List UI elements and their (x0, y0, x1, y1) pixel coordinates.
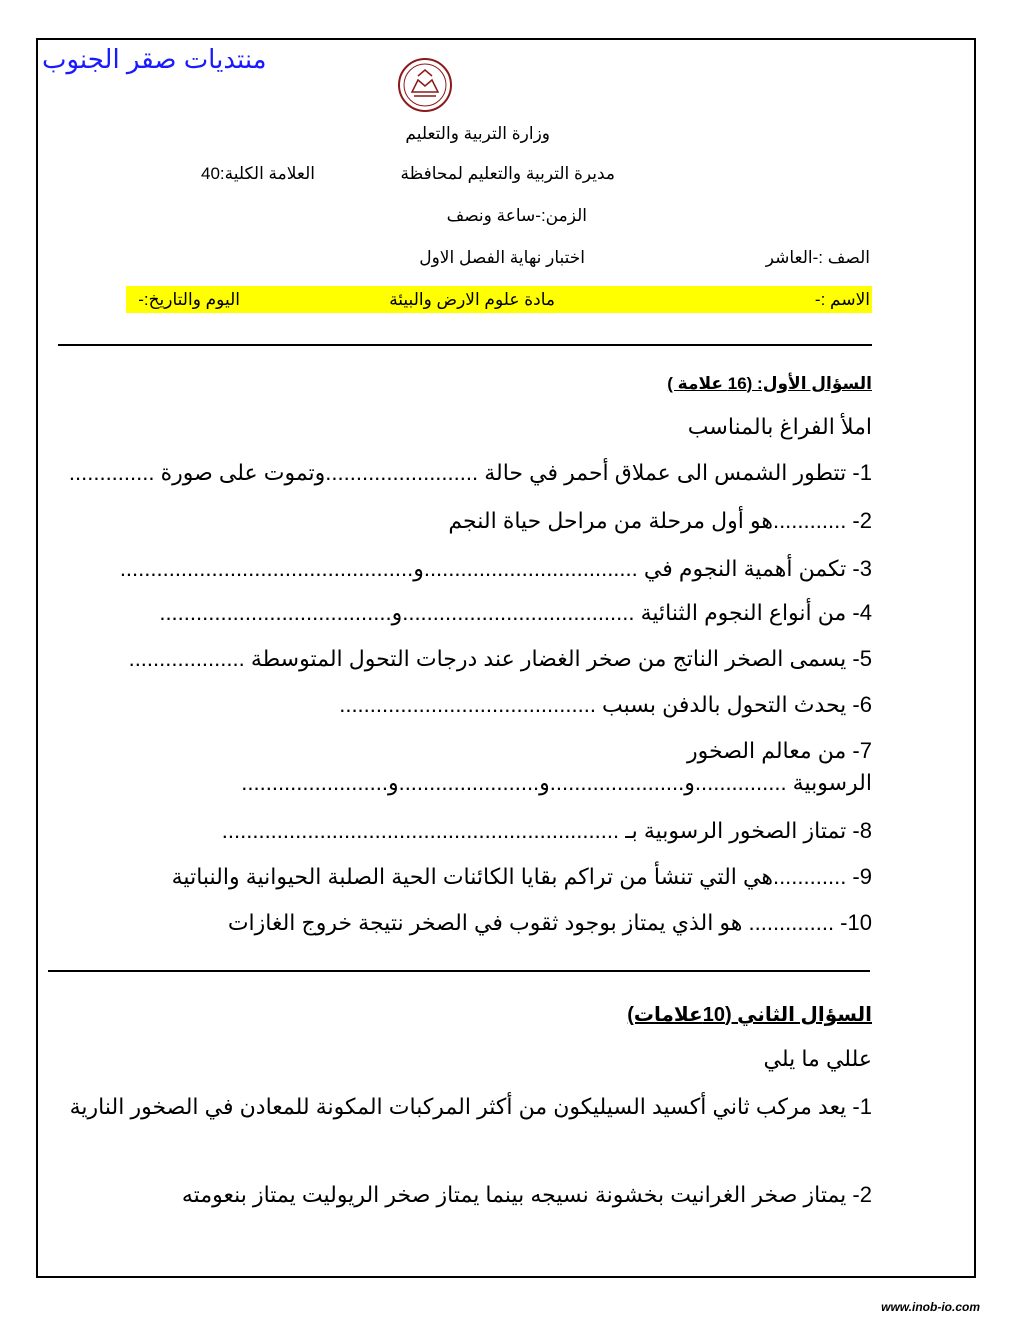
divider-top (58, 344, 872, 346)
q1-item-7-cont: الرسوبية ...............و......................و.......................و........................ (241, 770, 872, 795)
q1-item-2: 2- ............هو أول مرحلة من مراحل حياة النجم (448, 508, 872, 533)
q2-item-2: 2- يمتاز صخر الغرانيت بخشونة نسيجه بينما يمتاز صخر الريوليت يمتاز بنعومته (181, 1182, 872, 1207)
q1-item-1: 1- تتطور الشمس الى عملاق أحمر في حالة .........................وتموت على صورة .............. (68, 460, 872, 485)
q1-item-9: 9- ............هي التي تنشأ من تراكم بقايا الكائنات الحية الصلبة الحيوانية والنباتية (171, 864, 872, 889)
q2-title: السؤال الثاني (10علامات) (627, 1004, 872, 1026)
q1-item-5: 5- يسمى الصخر الناتج من صخر الغضار عند درجات التحول المتوسطة ................... (128, 646, 872, 671)
name-label: الاسم :- (814, 290, 870, 309)
q1-item-4: 4- من أنواع النجوم الثنائية ......................................و...................................... (159, 600, 872, 625)
grade-label: الصف :-العاشر (765, 248, 870, 267)
footer-url: www.inob-io.com (881, 1300, 980, 1314)
date-label: اليوم والتاريخ:- (138, 290, 240, 309)
q1-item-8: 8- تمتاز الصخور الرسوبية بـ ................................................................. (221, 818, 872, 843)
q1-instruction: املأ الفراغ بالمناسب (687, 414, 872, 439)
directorate-line: مديرة التربية والتعليم لمحافظة (400, 164, 615, 183)
watermark: منتديات صقر الجنوب (42, 44, 267, 74)
q2-item-1: 1- يعد مركب ثاني أكسيد السيليكون من أكثر المركبات المكونة للمعادن في الصخور النارية (69, 1094, 872, 1119)
q1-item-10: 10- .............. هو الذي يمتاز بوجود ثقوب في الصخر نتيجة خروج الغازات (227, 910, 872, 935)
exam-title: اختبار نهاية الفصل الاول (419, 248, 585, 267)
exam-time: الزمن:-ساعة ونصف (446, 206, 587, 225)
q1-item-3: 3- تكمن أهمية النجوم في ...................................و................................................ (119, 556, 872, 581)
q2-instruction: عللي ما يلي (763, 1046, 872, 1071)
total-mark: العلامة الكلية:40 (201, 164, 315, 183)
q1-item-7: 7- من معالم الصخور (687, 738, 872, 763)
ministry-emblem-icon (396, 56, 454, 114)
divider-middle (48, 970, 870, 972)
ministry-title: وزارة التربية والتعليم (405, 124, 550, 143)
subject-label: مادة علوم الارض والبيئة (389, 290, 555, 309)
q1-title: السؤال الأول: (16 علامة ) (667, 374, 872, 393)
q1-item-6: 6- يحدث التحول بالدفن بسبب .......................................... (339, 692, 872, 717)
